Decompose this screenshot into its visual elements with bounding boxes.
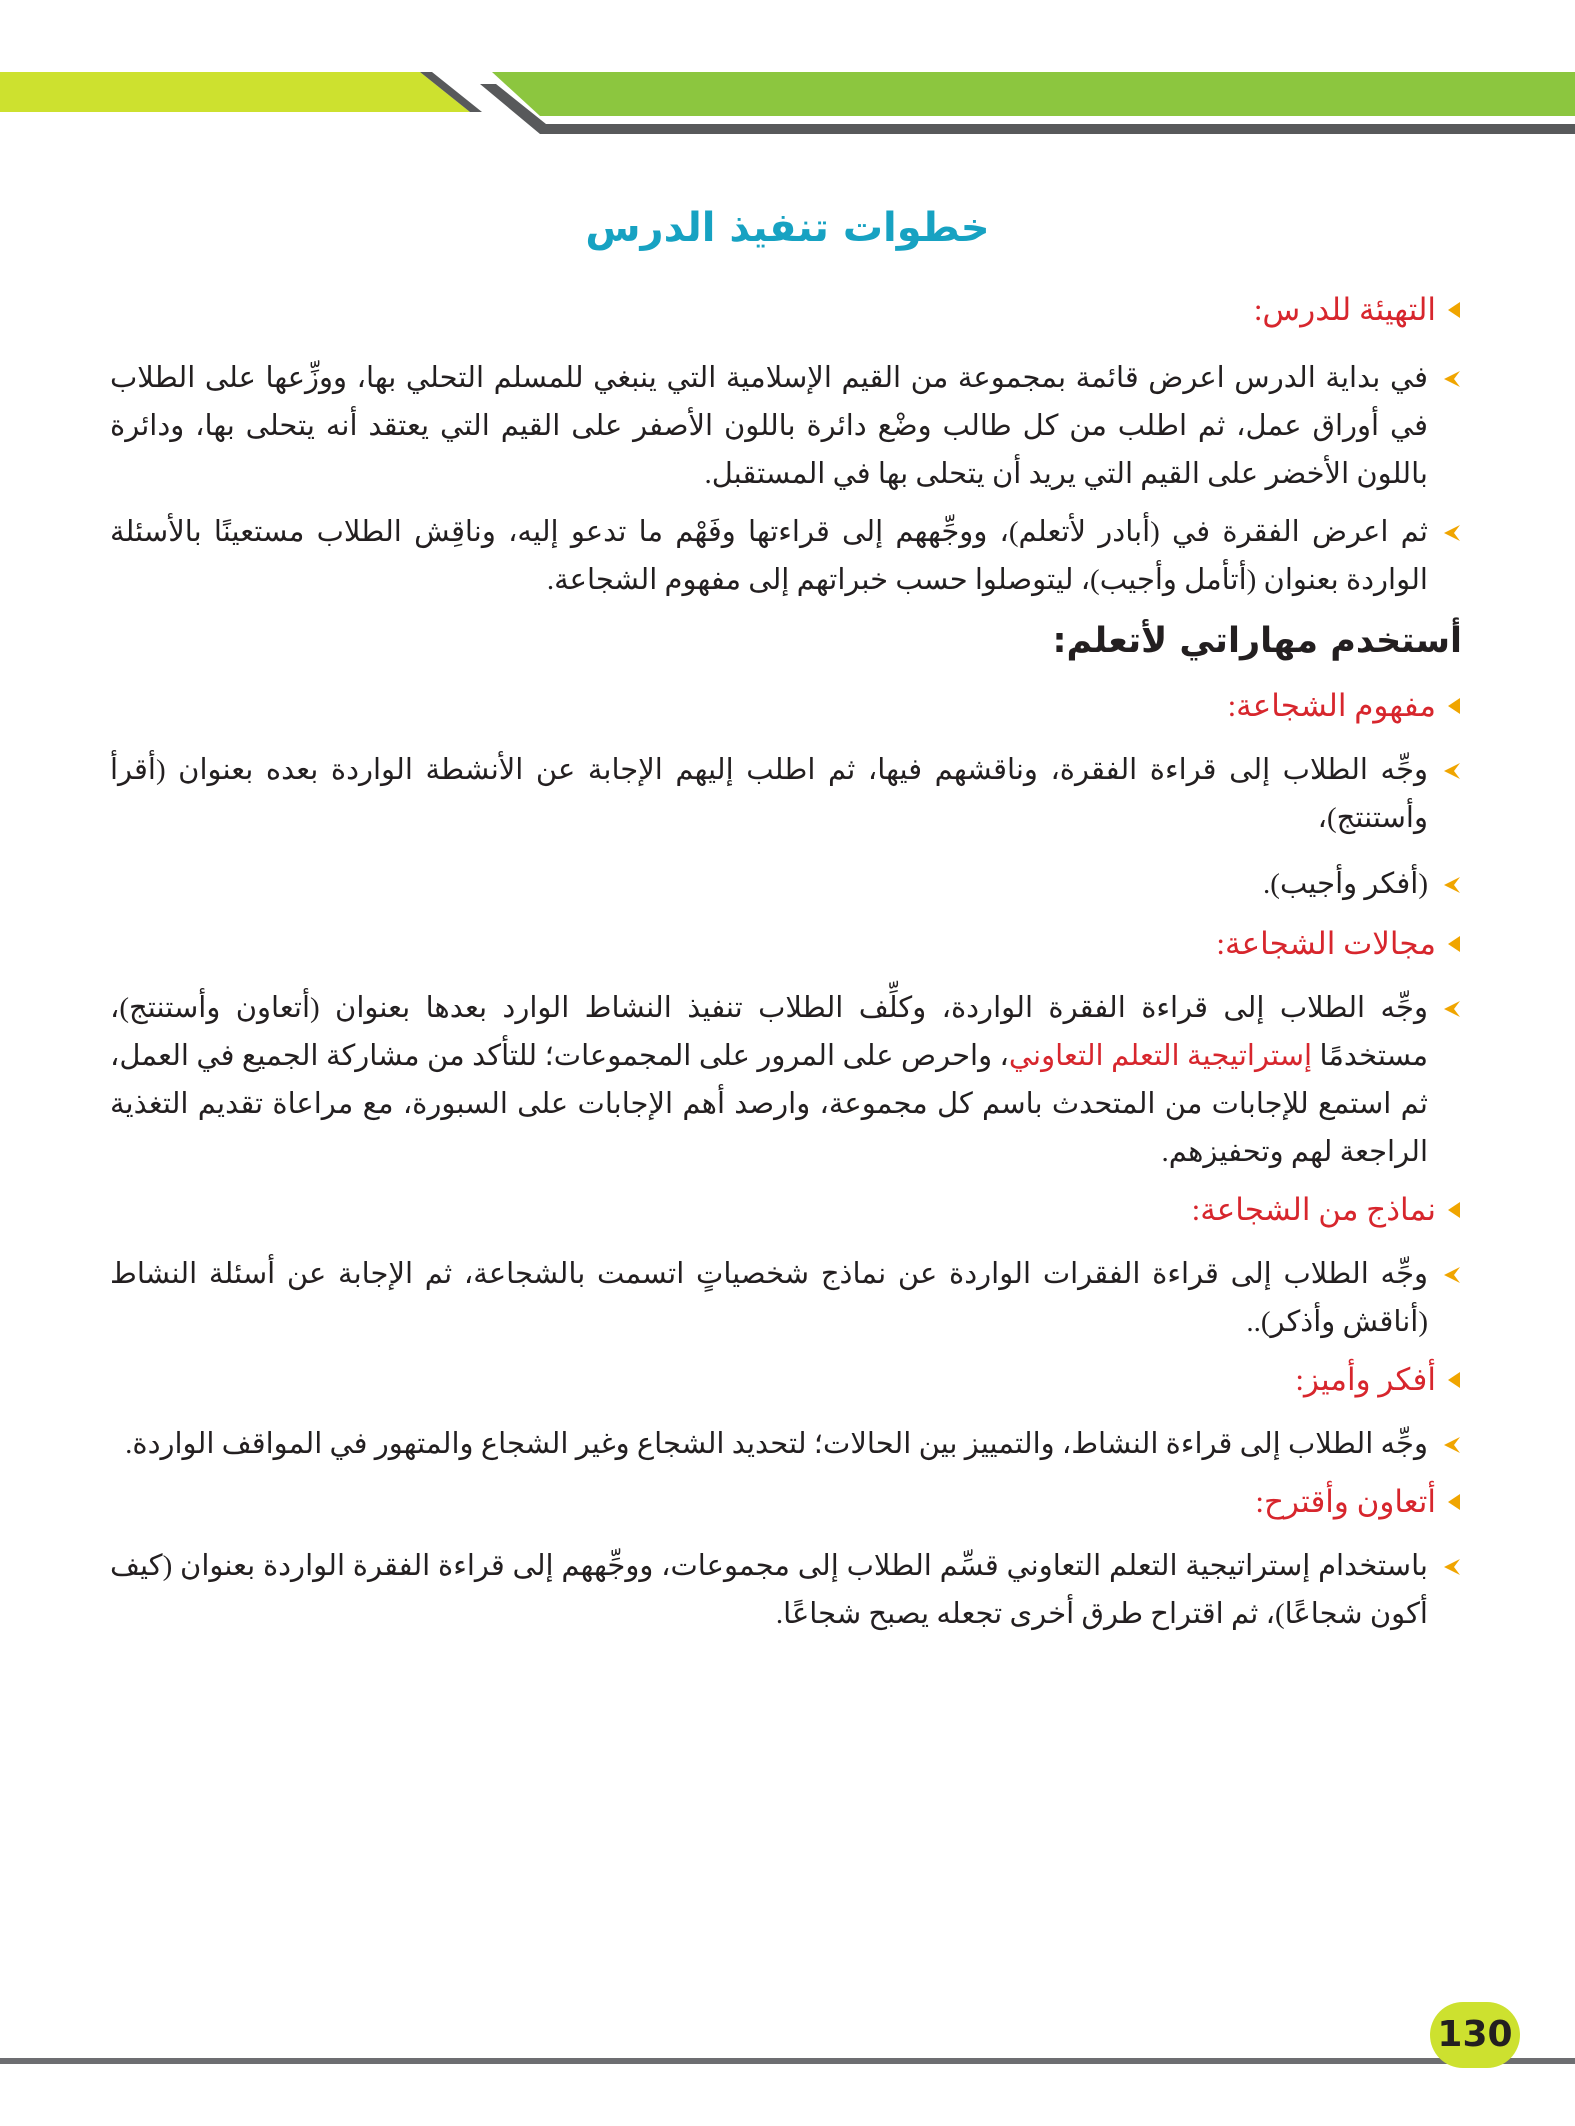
subheading-fields-label: مجالات الشجاعة: <box>1216 926 1436 961</box>
pen-nib-icon <box>1440 1556 1462 1578</box>
footer-divider <box>0 2058 1575 2064</box>
subheading-concept <box>110 688 1462 724</box>
page-number-badge: 130 <box>1430 2002 1520 2068</box>
subheading-models-label: نماذج من الشجاعة: <box>1191 1192 1436 1227</box>
fields-item-text-start: وجِّه الطلاب إلى قراءة الفقرة الواردة، وكلِّف الطلاب تنفيذ النشاط الوارد بعدها بعنوان (أتعاون وأستنتج)، مستخدمًا <box>110 992 1429 1072</box>
intro-item-1-text: في بداية الدرس اعرض قائمة بمجموعة من القيم الإسلامية التي ينبغي للمسلم التحلي بها، ووزِّعها على الطلاب في أوراق عمل، ثم اطلب من كل طالب وضْع دائرة باللون الأصفر على القيم التي يعتقد أنه يتحلى بها، ودائرة باللون الأخضر على القيم التي يريد أن يتحلى بها في المستقبل. <box>110 362 1428 490</box>
header-green-bar <box>492 72 1575 116</box>
intro-item-2-text: ثم اعرض الفقرة في (أبادر لأتعلم)، ووجِّههم إلى قراءتها وفَهْم ما تدعو إليه، وناقِش الطلاب مستعينًا بالأسئلة الواردة بعنوان (أتأمل وأجيب)، ليتوصلوا حسب خبراتهم إلى مفهوم الشجاعة. <box>110 516 1428 596</box>
subheading-models <box>110 1192 1462 1228</box>
list-item <box>110 1420 1462 1468</box>
triangle-bullet-icon <box>1448 302 1460 318</box>
main-content <box>110 292 1462 1638</box>
think-item-text: وجِّه الطلاب إلى قراءة النشاط، والتمييز بين الحالات؛ لتحديد الشجاع وغير الشجاع والمتهور في المواقف الواردة. <box>125 1428 1428 1460</box>
list-item <box>110 354 1462 498</box>
strategy-highlight: إستراتيجية التعلم التعاوني <box>1008 1040 1313 1072</box>
list-item <box>110 508 1462 604</box>
list-item <box>110 860 1462 908</box>
subheading-concept-label: مفهوم الشجاعة: <box>1227 688 1436 723</box>
page-title: خطوات تنفيذ الدرس <box>585 205 990 251</box>
pen-nib-icon <box>1440 368 1462 390</box>
triangle-bullet-icon <box>1448 1494 1460 1510</box>
subheading-think-label: أفكر وأميز: <box>1295 1362 1436 1397</box>
header-yellow-bar <box>0 72 470 112</box>
pen-nib-icon <box>1440 874 1462 896</box>
subheading-intro-label: التهيئة للدرس: <box>1253 292 1436 327</box>
list-item <box>110 984 1462 1176</box>
pen-nib-icon <box>1440 760 1462 782</box>
concept-item-1-text: وجِّه الطلاب إلى قراءة الفقرة، وناقشهم فيها، ثم اطلب إليهم الإجابة عن الأنشطة الواردة بعده بعنوان (أقرأ وأستنتج)، <box>110 754 1428 834</box>
subheading-intro <box>110 292 1462 328</box>
section-heading: أستخدم مهاراتي لأتعلم: <box>1052 621 1462 661</box>
list-item <box>110 1542 1462 1638</box>
pen-nib-icon <box>1440 522 1462 544</box>
triangle-bullet-icon <box>1448 936 1460 952</box>
subheading-fields <box>110 926 1462 962</box>
subheading-cooperate <box>110 1484 1462 1520</box>
subheading-think <box>110 1362 1462 1398</box>
fields-item-text-end: ، واحرص على المرور على المجموعات؛ للتأكد من مشاركة الجميع في العمل، ثم استمع للإجابات من المتحدث باسم كل مجموعة، وارصد أهم الإجابات على السبورة، مع مراعاة تقديم التغذية الراجعة لهم وتحفيزهم. <box>110 1040 1428 1168</box>
triangle-bullet-icon <box>1448 1202 1460 1218</box>
models-item-text: وجِّه الطلاب إلى قراءة الفقرات الواردة عن نماذج شخصياتٍ اتسمت بالشجاعة، ثم الإجابة عن أسئلة النشاط (أناقش وأذكر).. <box>110 1258 1428 1338</box>
list-item <box>110 746 1462 842</box>
pen-nib-icon <box>1440 998 1462 1020</box>
triangle-bullet-icon <box>1448 698 1460 714</box>
cooperate-item-text: باستخدام إستراتيجية التعلم التعاوني قسِّم الطلاب إلى مجموعات، ووجِّههم إلى قراءة الفقرة الواردة بعنوان (كيف أكون شجاعًا)، ثم اقتراح طرق أخرى تجعله يصبح شجاعًا. <box>110 1550 1428 1630</box>
pen-nib-icon <box>1440 1264 1462 1286</box>
subheading-cooperate-label: أتعاون وأقترح: <box>1255 1484 1436 1519</box>
concept-item-2-text: (أفكر وأجيب). <box>1263 868 1428 900</box>
triangle-bullet-icon <box>1448 1372 1460 1388</box>
list-item <box>110 1250 1462 1346</box>
pen-nib-icon <box>1440 1434 1462 1456</box>
header-decoration <box>0 0 1575 150</box>
